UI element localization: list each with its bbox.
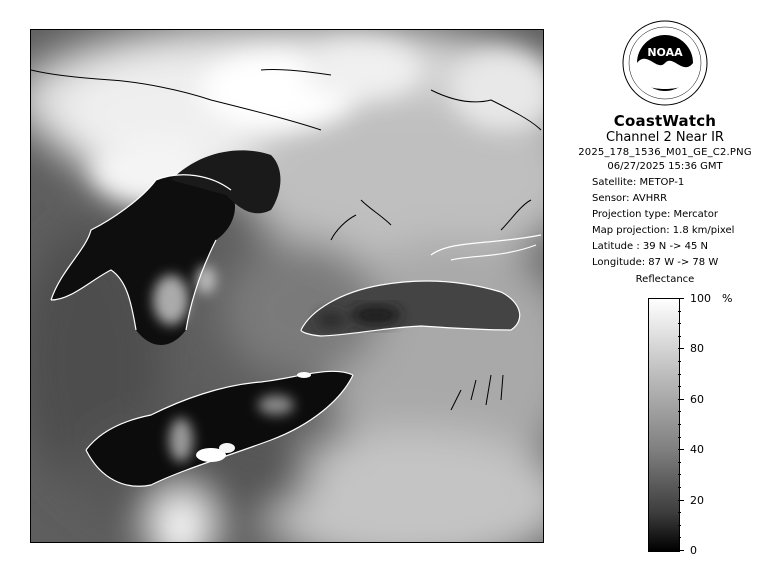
scale-minor-tick	[678, 449, 681, 450]
scale-minor-tick	[678, 399, 681, 400]
scale-minor-tick	[678, 374, 681, 375]
satellite-map-svg	[31, 30, 543, 542]
scale-minor-tick	[678, 323, 681, 324]
scale-minor-tick	[678, 336, 681, 337]
info-panel	[560, 20, 770, 285]
scale-minor-tick	[678, 487, 681, 488]
scale-minor-tick	[678, 348, 681, 349]
scale-minor-tick	[678, 500, 681, 501]
scale-minor-tick	[678, 437, 681, 438]
latitude: Latitude : 39 N -> 45 N	[592, 241, 708, 252]
scale-tick-label: 100	[690, 292, 711, 305]
scale-tick-label: 80	[690, 342, 704, 355]
datetime: 06/27/2025 15:36 GMT	[607, 161, 723, 172]
scale-minor-tick	[678, 512, 681, 513]
scale-minor-tick	[678, 474, 681, 475]
longitude: Longitude: 87 W -> 78 W	[592, 257, 719, 268]
brand-title: CoastWatch	[613, 112, 717, 130]
scale-minor-tick	[678, 462, 681, 463]
scale-tick-label: 60	[690, 393, 704, 406]
scale-minor-tick	[678, 411, 681, 412]
reflectance-scale-bar	[648, 298, 680, 552]
scale-tick-label: 40	[690, 443, 704, 456]
scale-minor-tick	[678, 537, 681, 538]
satellite: Satellite: METOP-1	[592, 177, 685, 188]
noaa-logo	[622, 20, 708, 106]
projection-type: Projection type: Mercator	[592, 209, 718, 220]
scale-title: Reflectance	[635, 274, 695, 285]
sensor: Sensor: AVHRR	[592, 193, 668, 204]
scale-minor-tick	[678, 298, 681, 299]
scale-minor-tick	[678, 361, 681, 362]
scale-minor-tick	[678, 386, 681, 387]
filename: 2025_178_1536_M01_GE_C2.PNG	[578, 147, 752, 158]
scale-unit: %	[722, 292, 733, 305]
scale-minor-tick	[678, 424, 681, 425]
scale-tick-label: 0	[690, 544, 697, 557]
noaa-logo-text: NOAA	[647, 46, 683, 59]
channel-label: Channel 2 Near IR	[606, 130, 724, 145]
scale-tick-label: 20	[690, 494, 704, 507]
map-projection: Map projection: 1.8 km/pixel	[592, 225, 735, 236]
scale-minor-tick	[678, 311, 681, 312]
scale-minor-tick	[678, 550, 681, 551]
satellite-image	[30, 29, 544, 543]
scale-minor-tick	[678, 525, 681, 526]
